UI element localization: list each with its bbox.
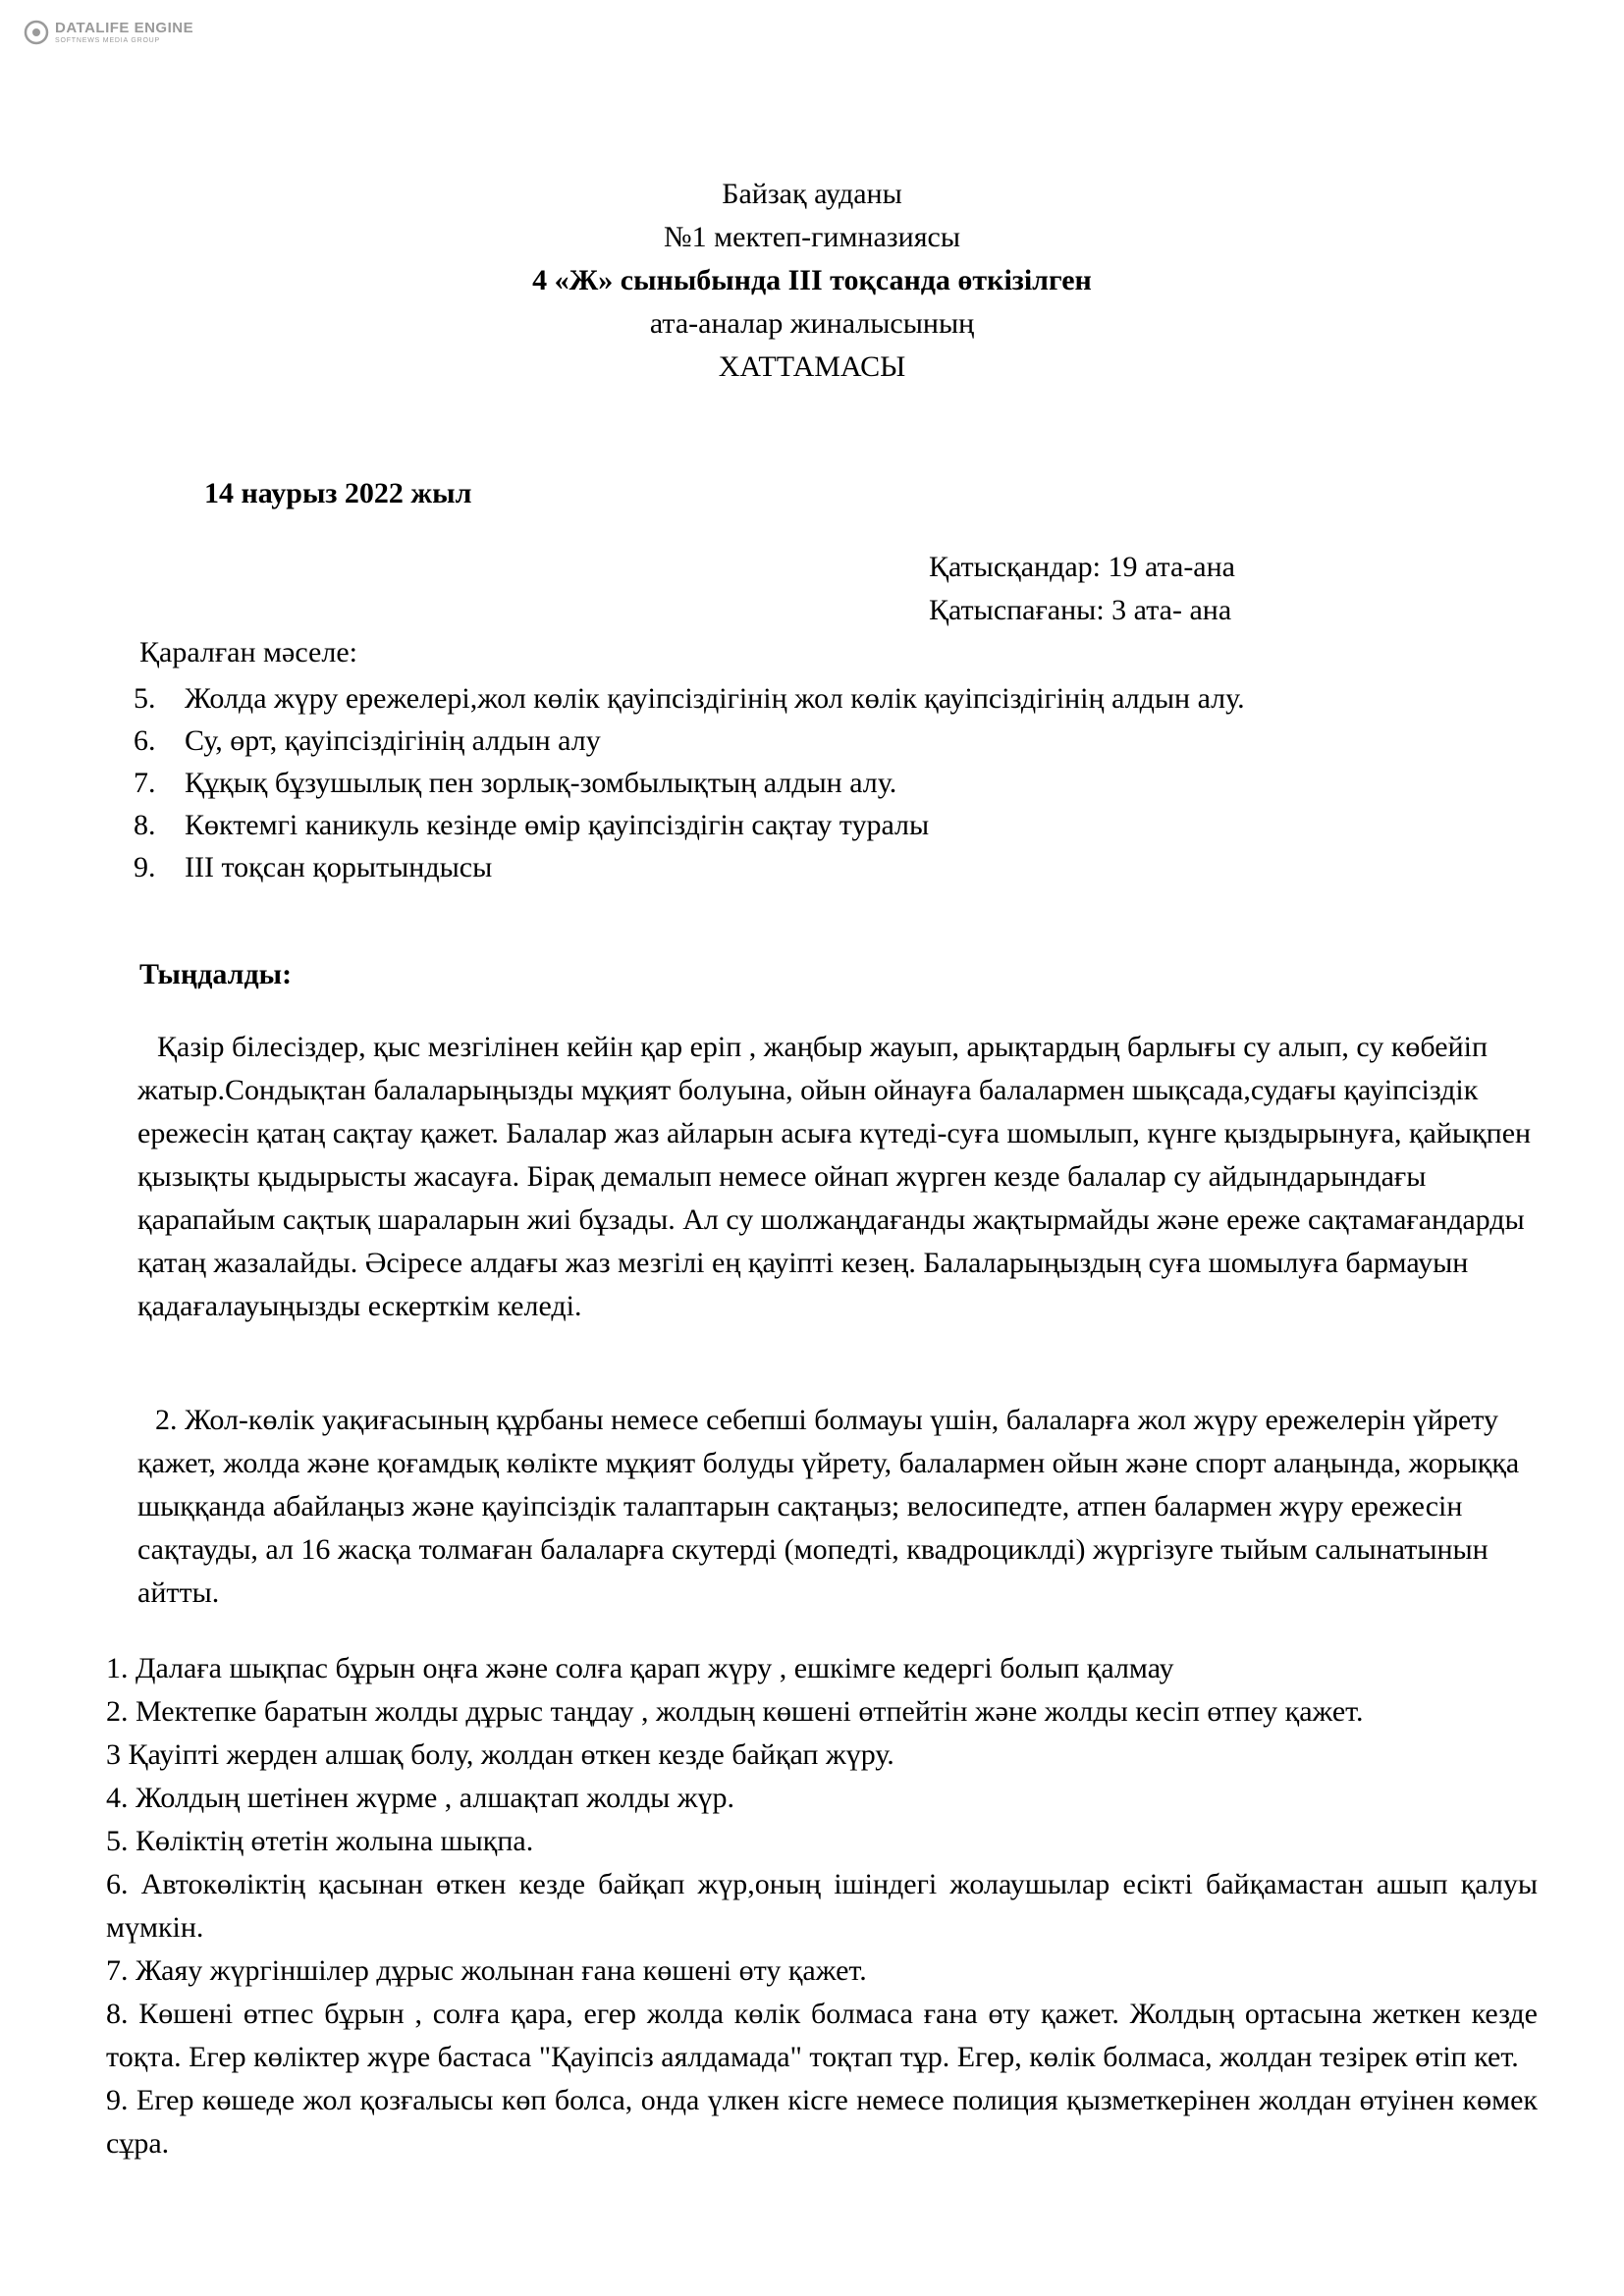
document-header — [0, 173, 1624, 389]
school-name: №1 мектеп-гимназиясы — [664, 221, 960, 253]
list-item: 9. Егер көшеде жол қозғалысы көп болса, онда үлкен кісге немесе полиция қызметкерінен жолдан өтуінен көмек сұра. — [106, 2084, 1538, 2160]
attendance-absent: Қатыспағаны: 3 ата- ана — [929, 594, 1232, 626]
list-item: 2. Мектепке баратын жолды дұрыс таңдау , жолдың көшені өтпейтін және жолды кесіп өтпеу қажет. — [106, 1695, 1364, 1728]
issue-number: 7. — [134, 767, 156, 799]
watermark-subtitle: SOFTNEWS MEDIA GROUP — [55, 37, 161, 44]
issue-text: Құқық бұзушылық пен зорлық-зомбылықтың алдын алу. — [185, 767, 897, 799]
watermark-title: DATALIFE ENGINE — [55, 20, 194, 36]
meeting-date: 14 наурыз 2022 жыл — [204, 477, 472, 509]
paragraph-road-safety: 2. Жол-көлік уақиғасының құрбаны немесе себепші болмауы үшін, балаларға жол жүру ережелерін үйрету қажет, жолда және қоғамдық көлікте мұқият болуды үйрету, балалармен ойын және спорт алаңында, жорыққа шыққанда абайлаңыз және қауіпсіздік талаптарын сақтаңыз; велосипедте, атпен балармен жүру ережесін сақтауды, ал 16 жасқа толмаған балаларға скутерді (мопедті, квадроциклді) жүргізуге тыйым салынатынын айтты. — [137, 1404, 1520, 1609]
watermark-text — [55, 21, 193, 44]
considered-label: Қаралған мәселе: — [139, 636, 357, 668]
document-title: ХАТТАМАСЫ — [718, 350, 906, 383]
attendance-block — [929, 546, 1235, 632]
issue-number: 8. — [134, 809, 156, 841]
list-item — [134, 804, 1245, 846]
paragraph-water-safety: Қазір білесіздер, қыс мезгілінен кейін қар еріп , жаңбыр жауып, арықтардың барлығы су алып, су көбейіп жатыр.Сондықтан балаларыңызды мұқият болуына, ойын ойнауға балалармен шықсада,судағы қауіпсіздік ережесін қатаң сақтау қажет. Балалар жаз айларын асыға күтеді-суға шомылып, күнге қыздырынуға, қайықпен қызықты қыдырысты жасауға. Бірақ демалып немесе ойнап жүрген кезде балалар су айдындарындағы қарапайым сақтық шараларын жиі бұзады. Ал су шолжаңдағанды жақтырмайды және ереже сақтамағандарды қатаң жазалайды. Әсіресе алдағы жаз мезгілі ең қауіпті кезең. Балаларыңыздың суға шомылуға бармауын қадағалауыңызды ескерткім келеді. — [137, 1031, 1532, 1322]
watermark — [24, 20, 193, 45]
meeting-type-line: ата-аналар жиналысының — [649, 307, 975, 340]
issue-number: 6. — [134, 724, 156, 757]
list-item: 4. Жолдың шетінен жүрме , алшақтап жолды жүр. — [106, 1782, 734, 1814]
list-item: 3 Қауіпті жерден алшақ болу, жолдан өткен кезде байқап жүру. — [106, 1738, 894, 1771]
attendance-present: Қатысқандар: 19 ата-ана — [929, 551, 1235, 583]
list-item: 6. Автокөліктің қасынан өткен кезде байқап жүр,оның ішіндегі жолаушылар есікті байқамастан ашып қалуы мүмкін. — [106, 1868, 1538, 1944]
list-item: 1. Далаға шықпас бұрын оңға және солға қарап жүру , ешкімге кедергі болып қалмау — [106, 1652, 1174, 1684]
list-item — [134, 762, 1245, 804]
listened-label: Тыңдалды: — [139, 958, 293, 990]
list-item — [134, 720, 1245, 762]
list-item: 7. Жаяу жүргіншілер дұрыс жолынан ғана көшені өту қажет. — [106, 1954, 867, 1987]
issue-text: Көктемгі каникуль кезінде өмір қауіпсіздігін сақтау туралы — [185, 809, 930, 841]
issues-list — [134, 677, 1245, 888]
list-item — [134, 846, 1245, 888]
issue-text: Су, өрт, қауіпсіздігінің алдын алу — [185, 724, 601, 757]
list-item: 8. Көшені өтпес бұрын , солға қара, егер жолда көлік болмаса ғана өту қажет. Жолдың ортасына жеткен кезде тоқта. Егер көліктер жүре бастаса "Қауіпсіз аялдамада" тоқтап тұр. Егер, көлік болмаса, жолдан тезірек өтіп кет. — [106, 1998, 1538, 2073]
class-meeting-line: 4 «Ж» сыныбында ІІІ тоқсанда өткізілген — [532, 264, 1092, 296]
datalife-eye-icon — [24, 20, 49, 45]
district-name: Байзақ ауданы — [722, 178, 902, 210]
issue-number: 5. — [134, 682, 156, 715]
road-rules-list — [106, 1647, 1538, 2165]
issue-text: Жолда жүру ережелері,жол көлік қауіпсіздігінің жол көлік қауіпсіздігінің алдын алу. — [185, 682, 1245, 715]
issue-number: 9. — [134, 851, 156, 883]
issue-text: ІІІ тоқсан қорытындысы — [185, 851, 493, 883]
list-item — [134, 677, 1245, 720]
list-item: 5. Көліктің өтетін жолына шықпа. — [106, 1825, 534, 1857]
